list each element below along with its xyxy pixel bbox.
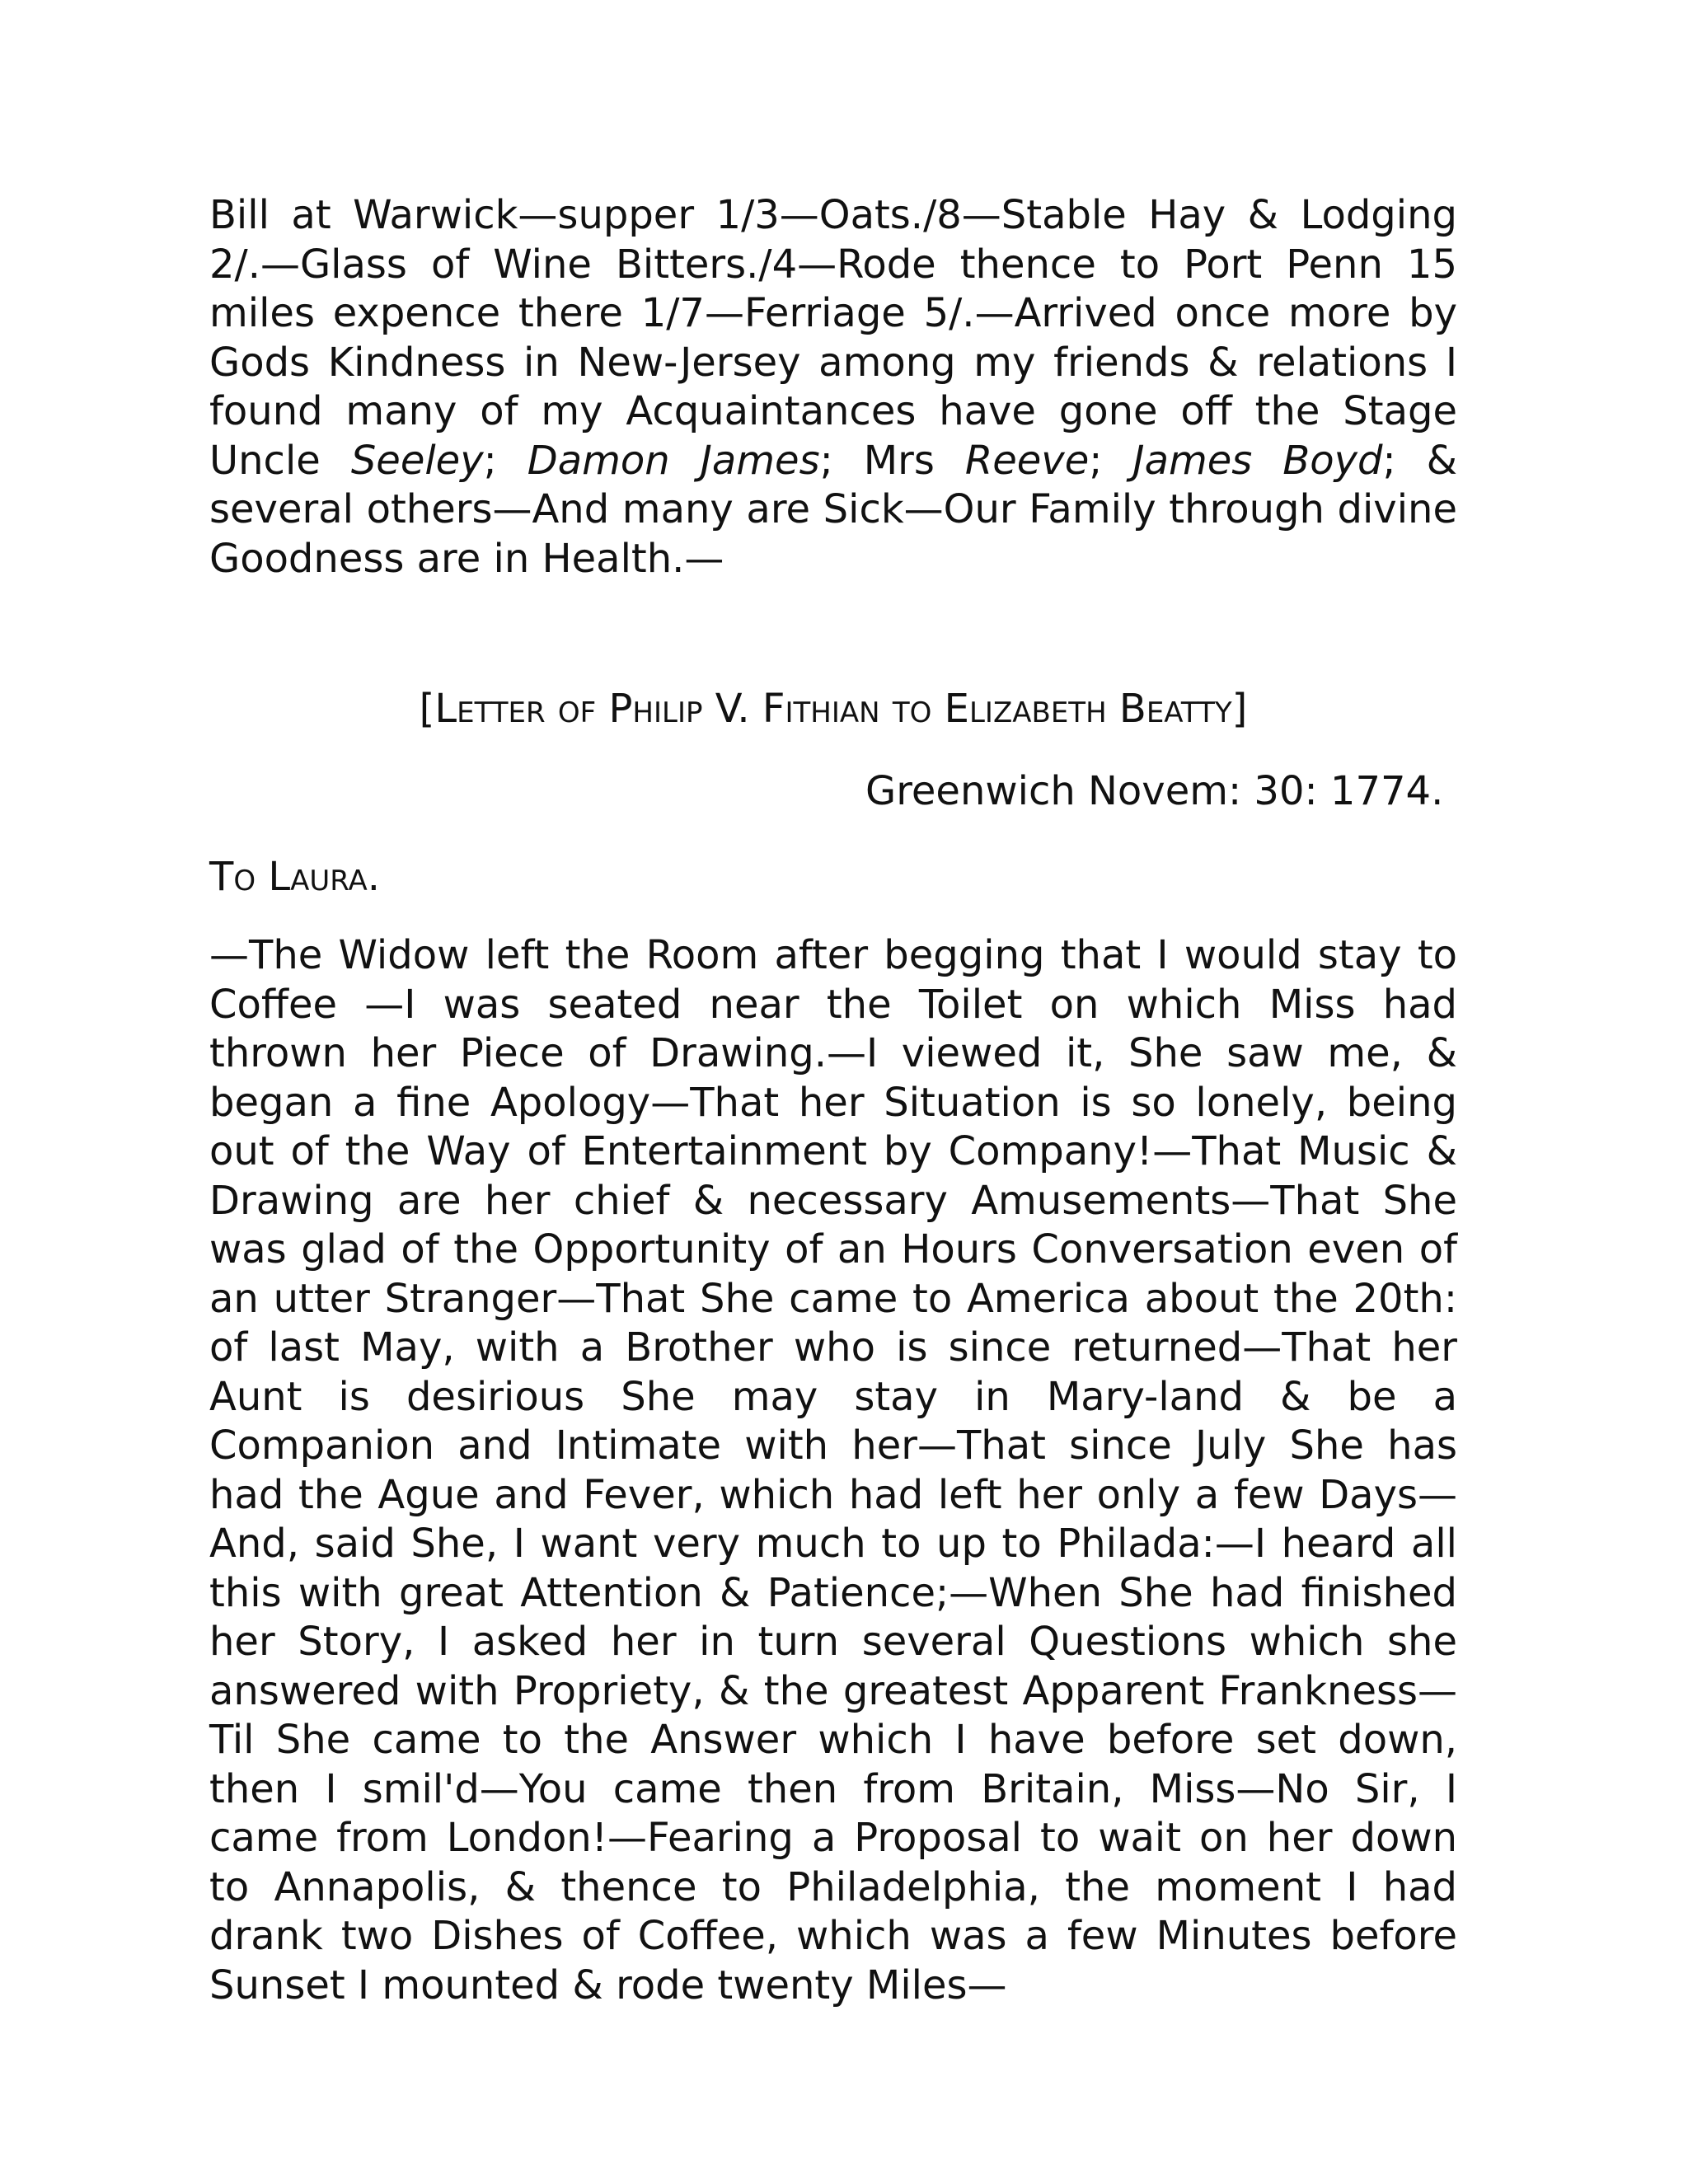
document-page [209, 191, 1457, 2010]
separator: ; [483, 437, 528, 484]
separator: ; [1089, 437, 1133, 484]
journal-text-start: Bill at Warwick—supper 1/3—Oats./8—Stable Hay & Lodging 2/.—Glass of Wine Bitters./4—Rode thence to Port Penn 15 miles expence there 1/7—Ferriage 5/.—Arrived once more by Gods Kindness in New-Jersey among my friends & relations I found many of my Acquaintances have gone off the Stage Uncle [209, 192, 1457, 484]
name-reeve: Reeve [964, 437, 1090, 484]
name-damon-james: Damon James [527, 437, 820, 484]
separator: ; Mrs [819, 437, 965, 484]
journal-entry-paragraph [209, 191, 1457, 583]
letter-dateline: Greenwich Novem: 30: 1774. [865, 768, 1444, 814]
journal-text-end: ; & several others—And many are Sick—Our Family through divine Goodness are in Health.— [209, 437, 1458, 582]
name-seeley: Seeley [350, 437, 484, 484]
letter-body-paragraph: —The Widow left the Room after begging that I would stay to Coffee —I was seated near the Toilet on which Miss had thrown her Piece of Drawing.—I viewed it, She saw me, & began a fine Apology—That her Situation is so lonely, being out of the Way of Entertainment by Company!—That Music & Drawing are her chief & necessary Amusements—That She was glad of the Opportunity of an Hours Conversation even of an utter Stranger—That She came to America about the 20th: of last May, with a Brother who is since returned—That her Aunt is desirious She may stay in Mary-land & be a Companion and Intimate with her—That since July She has had the Ague and Fever, which had left her only a few Days—And, said She, I want very much to up to Philada:—I heard all this with great Attention & Patience;—When She had finished her Story, I asked her in turn several Questions which she answered with Propriety, & the greatest Apparent Frankness—Til She came to the Answer which I have before set down, then I smil'd—You came then from Britain, Miss—No Sir, I came from London!—Fearing a Proposal to wait on her down to Annapolis, & thence to Philadelphia, the moment I had drank two Dishes of Coffee, which was a few Minutes before Sunset I mounted & rode twenty Miles— [209, 932, 1457, 2008]
letter-heading: [Letter of Philip V. Fithian to Elizabeth Beatty] [419, 686, 1248, 732]
name-james-boyd: James Boyd [1132, 437, 1383, 484]
letter-salutation: To Laura. [209, 854, 380, 900]
